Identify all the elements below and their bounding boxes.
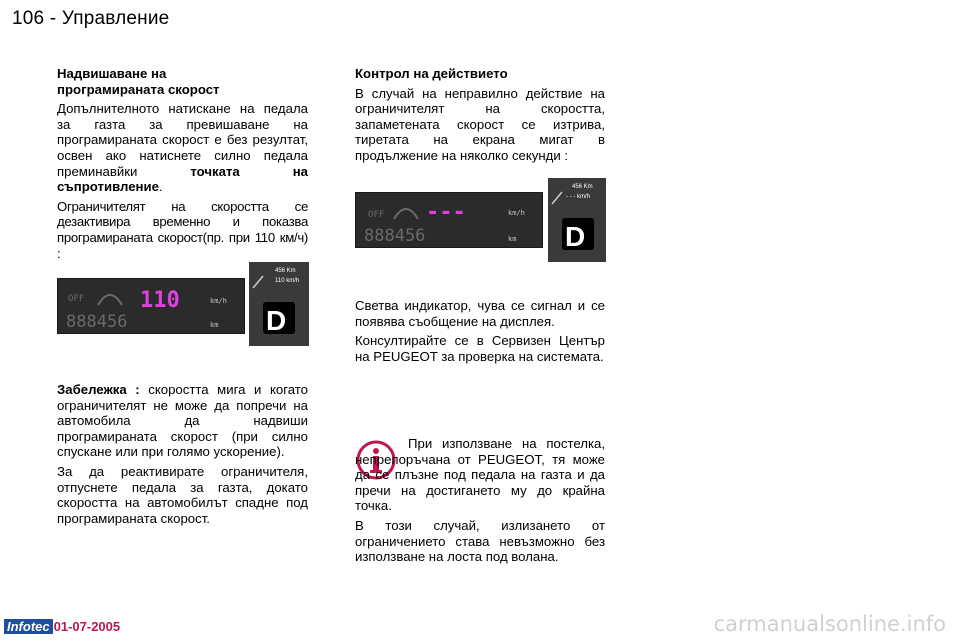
reactivate-paragraph: За да реактивирате ограничителя, отпуснете педала за газта, докато скоростта на автомобилът спадне под програмираната скорост. bbox=[57, 463, 308, 526]
display-speed-dashes: --- bbox=[426, 200, 466, 225]
side-range: 456 Km bbox=[572, 184, 593, 190]
floor-mat-paragraph: При използване на постелка, непрепоръчана от PEUGEOT, тя може да се плъзне под педала на газта и да пречи на достигането му до крайна точка. bbox=[355, 436, 605, 514]
display-unit-speed: km/h bbox=[210, 297, 227, 305]
right-column-top bbox=[355, 66, 605, 168]
footer-date: 01-07-2005 bbox=[53, 619, 121, 634]
speed-display-110 bbox=[57, 278, 245, 334]
malfunction-paragraph: В случай на неправилно действие на ограничителят на скоростта, запаметената скорост се изтрива, тиретата на екрана мигат в продължение на няколко секунди : bbox=[355, 85, 605, 163]
gear-indicator: D bbox=[565, 221, 586, 252]
section-title-line-1: Надвишаване на bbox=[57, 66, 167, 81]
display-odometer: 888456 bbox=[66, 312, 128, 332]
side-speed: - - - km/h bbox=[566, 194, 590, 200]
left-column-bottom bbox=[57, 382, 308, 530]
side-speed: 110 km/h bbox=[275, 278, 300, 284]
speed-display-dashes bbox=[355, 192, 543, 248]
indicator-paragraph: Светва индикатор, чува се сигнал и се появява съобщение на дисплея. bbox=[355, 298, 605, 329]
limiter-deactivated-paragraph: Ограничителят на скоростта се дезактивира временно и показва програмираната скорост(пр. при 110 км/ч) : bbox=[57, 198, 308, 261]
display-speed: 110 bbox=[140, 288, 180, 313]
header-separator: - bbox=[49, 8, 57, 29]
infotec-logo: Infotec bbox=[4, 619, 53, 634]
note-text: скоростта мига и когато ограничителят не може да попречи на автомобила да надвиши програмираната скорост (при силно спускане или при голямо ускорение). bbox=[57, 382, 309, 460]
side-range: 456 Km bbox=[275, 268, 296, 274]
section-title-overspeed bbox=[57, 66, 308, 97]
page-header bbox=[12, 8, 169, 30]
right-column-middle bbox=[355, 298, 605, 368]
watermark: carmanualsonline.info bbox=[713, 612, 946, 636]
gear-indicator: D bbox=[266, 305, 287, 336]
display-unit-km: km bbox=[210, 321, 219, 329]
left-column-top bbox=[57, 66, 308, 265]
display-unit-speed: km/h bbox=[508, 209, 525, 217]
display-odometer: 888456 bbox=[364, 226, 426, 246]
overspeed-text: Допълнителното натискане на педала за газта за превишаване на програмираната скорост е без резултат, освен ако натиснете силно педала преминавйки bbox=[57, 101, 308, 179]
overspeed-paragraph bbox=[57, 101, 308, 195]
side-display-2 bbox=[548, 178, 606, 262]
info-box bbox=[355, 436, 605, 569]
note-label: Забележка : bbox=[57, 382, 140, 397]
side-display-1 bbox=[249, 262, 309, 346]
footer bbox=[4, 619, 120, 634]
page-number: 106 bbox=[12, 8, 45, 29]
service-paragraph: Консултирайте се в Сервизен Център на PEUGEOT за проверка на системата. bbox=[355, 333, 605, 364]
display-unit-km: km bbox=[508, 235, 517, 243]
display-off-label: OFF bbox=[68, 294, 85, 304]
overspeed-end: . bbox=[158, 179, 163, 195]
page-title: Управление bbox=[61, 8, 170, 29]
section-title-control: Контрол на действието bbox=[355, 66, 508, 81]
note-paragraph bbox=[57, 382, 308, 460]
display-off-label: OFF bbox=[368, 210, 385, 220]
override-paragraph: В този случай, излизането от ограничението става невъзможно без използване на лоста под волана. bbox=[355, 517, 605, 565]
section-title-line-2: програмираната скорост bbox=[57, 81, 220, 97]
resistance-point-text: точката на съпротивление bbox=[57, 163, 308, 195]
